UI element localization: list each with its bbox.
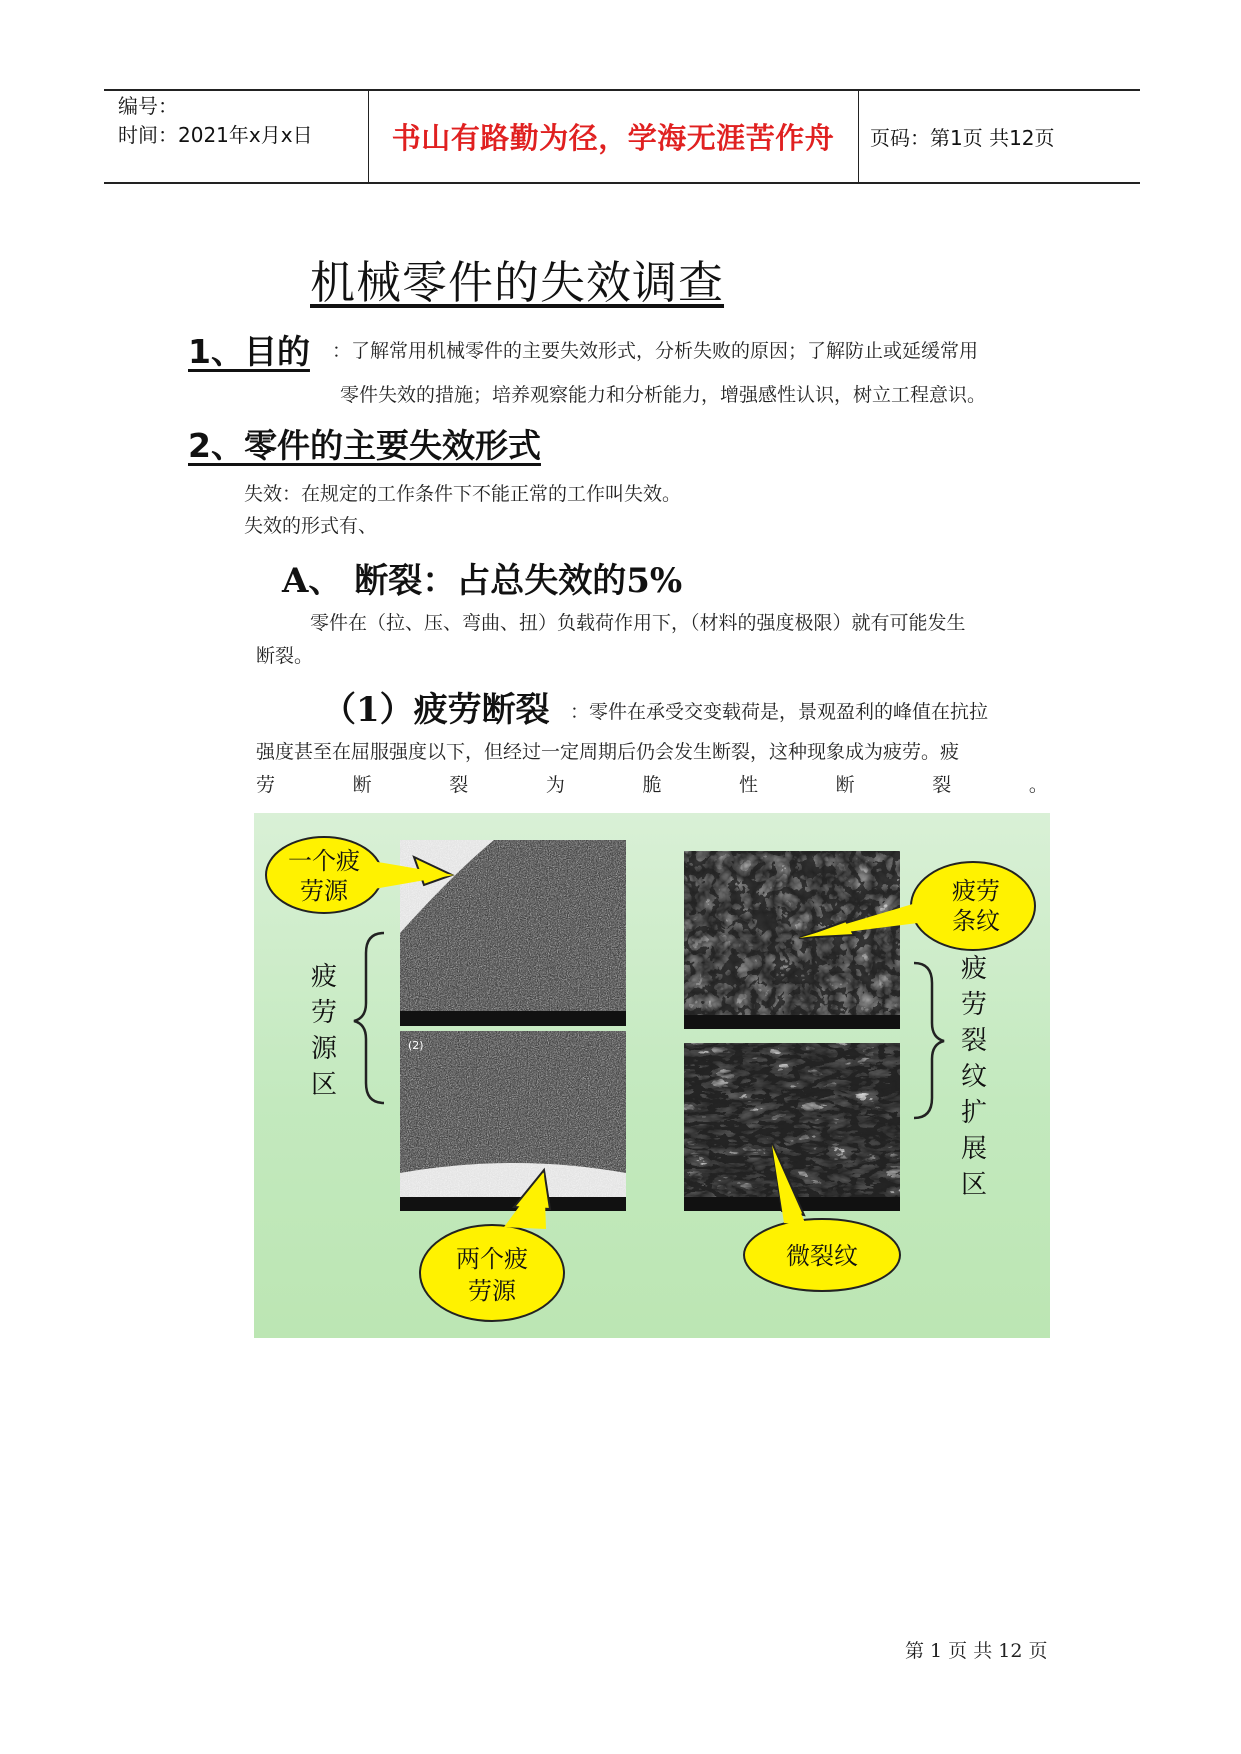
justified-char: 裂 (449, 774, 469, 796)
subsection-a-heading: A、 断裂：占总失效的5% (282, 561, 683, 601)
region-char: 扩 (960, 1098, 988, 1128)
justified-char: 性 (739, 774, 759, 796)
fatigue-text-line-2: 强度甚至在屈服强度以下，但经过一定周期后仍会发生断裂，这种现象成为疲劳。疲 (256, 741, 960, 763)
page-footer: 第 1 页 共 12 页 (905, 1640, 1048, 1662)
region-char: 疲 (960, 954, 988, 984)
callout-text: 一个疲 (288, 847, 360, 875)
left-region-bracket (354, 933, 384, 1103)
region-char: 区 (960, 1170, 988, 1200)
header-top-rule (104, 89, 1140, 91)
callout-text: 条纹 (952, 907, 1000, 935)
document-time: 时间：2021年x月x日 (118, 123, 313, 147)
region-char: 劳 (310, 998, 338, 1028)
region-char: 劳 (960, 990, 988, 1020)
justified-char: 断 (835, 774, 855, 796)
header-page-info: 页码：第1页 共12页 (870, 126, 1055, 150)
callout-text: 微裂纹 (786, 1242, 858, 1270)
header-divider-right (858, 89, 859, 182)
justified-char: 裂 (932, 774, 952, 796)
callout-text: 两个疲 (456, 1245, 528, 1273)
callout-text: 劳源 (468, 1277, 516, 1305)
subsection-a-text-line-1: 零件在（拉、压、弯曲、扭）负载荷作用下，（材料的强度极限）就有可能发生 (310, 612, 966, 634)
section-1-heading (188, 326, 310, 373)
right-region-label (961, 954, 987, 1200)
justified-char: 脆 (642, 774, 662, 796)
right-region-bracket (914, 963, 944, 1118)
justified-char: 。 (1028, 774, 1048, 796)
fatigue-text-line-1: ：零件在承受交变载荷是，景观盈利的峰值在抗拉 (570, 701, 989, 723)
section-1-text-line-2: 零件失效的措施；培养观察能力和分析能力，增强感性认识，树立工程意识。 (340, 384, 987, 406)
document-number-label: 编号： (118, 94, 178, 118)
justified-char: 为 (545, 774, 565, 796)
fatigue-text-line-3 (256, 770, 1048, 797)
justified-char: 劳 (256, 774, 276, 796)
section-2-heading: 2、零件的主要失效形式 (188, 426, 541, 465)
left-region-label (311, 962, 338, 1100)
fatigue-fracture-heading: （1）疲劳断裂 (322, 690, 550, 730)
region-char: 源 (310, 1034, 338, 1064)
region-char: 展 (960, 1134, 988, 1164)
micrograph-label: (2) (408, 1039, 424, 1052)
micrograph-top-right (684, 851, 900, 1029)
failure-forms-intro: 失效的形式有、 (244, 515, 378, 537)
region-char: 裂 (960, 1026, 988, 1056)
region-char: 区 (310, 1070, 338, 1100)
header-bottom-rule (104, 182, 1140, 184)
micrograph-bottom-left (400, 1031, 626, 1211)
justified-char: 断 (352, 774, 372, 796)
callout-text: 疲劳 (952, 877, 1000, 905)
region-char: 疲 (310, 962, 338, 992)
section-1-heading-text: 1、目的 (188, 332, 310, 371)
header-meta (118, 92, 313, 150)
fatigue-fracture-figure (254, 813, 1050, 1338)
failure-definition: 失效：在规定的工作条件下不能正常的工作叫失效。 (244, 483, 682, 505)
document-title: 机械零件的失效调查 (310, 256, 725, 309)
header-motto: 书山有路勤为径，学海无涯苦作舟 (391, 121, 835, 155)
section-1-text-line-1: ：了解常用机械零件的主要失效形式，分析失败的原因；了解防止或延缓常用 (332, 340, 979, 362)
callout-text: 劳源 (300, 877, 348, 905)
subsection-a-text-line-2: 断裂。 (256, 645, 314, 667)
figure-illustration (254, 813, 1050, 1338)
region-char: 纹 (960, 1062, 988, 1092)
